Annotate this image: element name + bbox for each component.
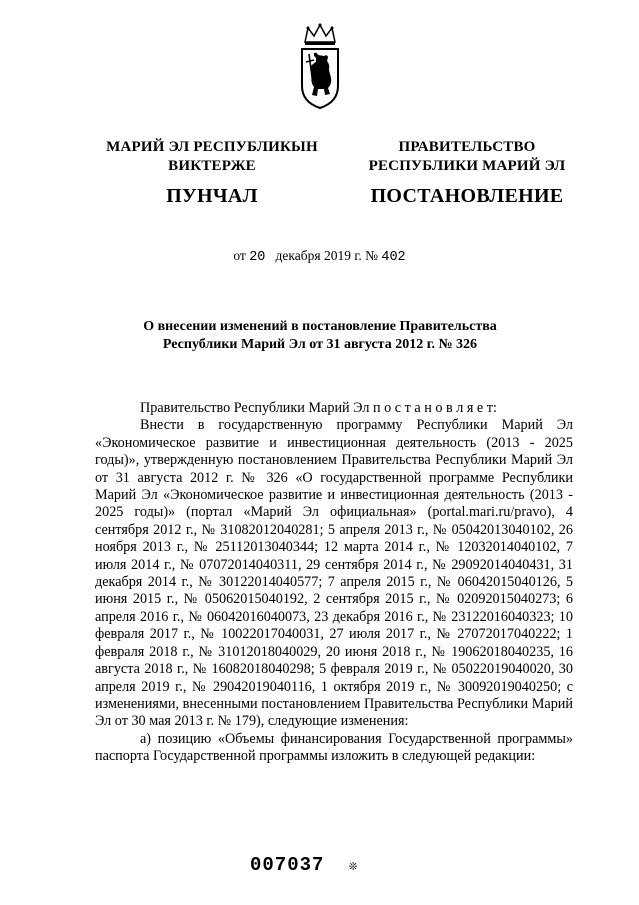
header-right-line1: ПРАВИТЕЛЬСТВО bbox=[398, 139, 536, 155]
date-day: 20 bbox=[249, 250, 266, 265]
date-line bbox=[0, 248, 639, 265]
date-month-year: декабря 2019 г. № bbox=[275, 248, 378, 263]
header-left-title: ПУНЧАЛ bbox=[166, 185, 258, 207]
header-left bbox=[92, 138, 332, 208]
title-line2: Республики Марий Эл от 31 августа 2012 г. № 326 bbox=[162, 337, 478, 352]
serial-number: 007037 bbox=[250, 854, 325, 876]
document-title bbox=[60, 318, 580, 354]
date-prefix: от bbox=[233, 248, 246, 263]
header-left-line2: ВИКТЕРЖЕ bbox=[168, 158, 256, 174]
decree-number: 402 bbox=[381, 250, 406, 265]
asterisk-mark-icon: ❊ bbox=[348, 859, 359, 875]
header-right bbox=[352, 138, 582, 208]
body-paragraph-2: Внести в государственную программу Республики Марий Эл «Экономическое развитие и инвестиционная деятельность (2013 - 2025 годы)», утвержденную постановлением Правительства Республики Марий Эл от 31 августа 2012 г. № 326 «О государственной программе Республики Марий Эл «Экономическое развитие и инвестиционная деятельность (2013 - 2025 годы)» (портал «Марий Эл официальная» (portal.mari.ru/pravo), 4 сентября 2012 г., № 31082012040281; 5 апреля 2013 г., № 05042013040102, 26 ноября 2013 г., № 25112013040344; 12 марта 2014 г., № 12032014040102, 7 июля 2014 г., № 07072014040311, 29 сентября 2014 г., № 29092014040431, 31 декабря 2014 г., № 30122014040577; 7 апреля 2015 г., № 06042015040126, 5 июня 2015 г., № 05062015040192, 2 сентября 2015 г., № 02092015040273; 6 апреля 2016 г., № 06042016040073, 23 декабря 2016 г., № 23122016040323; 10 февраля 2017 г., № 10022017040031, 27 июля 2017 г., № 27072017040222; 1 февраля 2018 г., № 31012018040029, 20 июня 2018 г., № 19062018040235, 16 августа 2018 г., № 16082018040298; 5 февраля 2019 г., № 05022019040020, 30 апреля 2019 г., № 29042019040116, 1 октября 2019 г., № 30092019040250; с изменениями, внесенными постановлением Правительства Республики Марий Эл от 30 мая 2013 г. № 179), следующие изменения: bbox=[95, 417, 573, 730]
document-body bbox=[95, 400, 573, 766]
header-right-title: ПОСТАНОВЛЕНИЕ bbox=[370, 185, 564, 207]
header-right-line2: РЕСПУБЛИКИ МАРИЙ ЭЛ bbox=[368, 158, 566, 174]
body-paragraph-3: а) позицию «Объемы финансирования Государственной программы» паспорта Государственной программы изложить в следующей редакции: bbox=[95, 730, 573, 765]
header-left-line1: МАРИЙ ЭЛ РЕСПУБЛИКЫН bbox=[106, 139, 318, 155]
document-serial bbox=[250, 854, 410, 876]
coat-of-arms-icon bbox=[299, 22, 341, 110]
title-line1: О внесении изменений в постановление Правительства bbox=[143, 319, 497, 334]
body-paragraph-1: Правительство Республики Марий Эл п о с т а н о в л я е т: bbox=[140, 400, 497, 416]
